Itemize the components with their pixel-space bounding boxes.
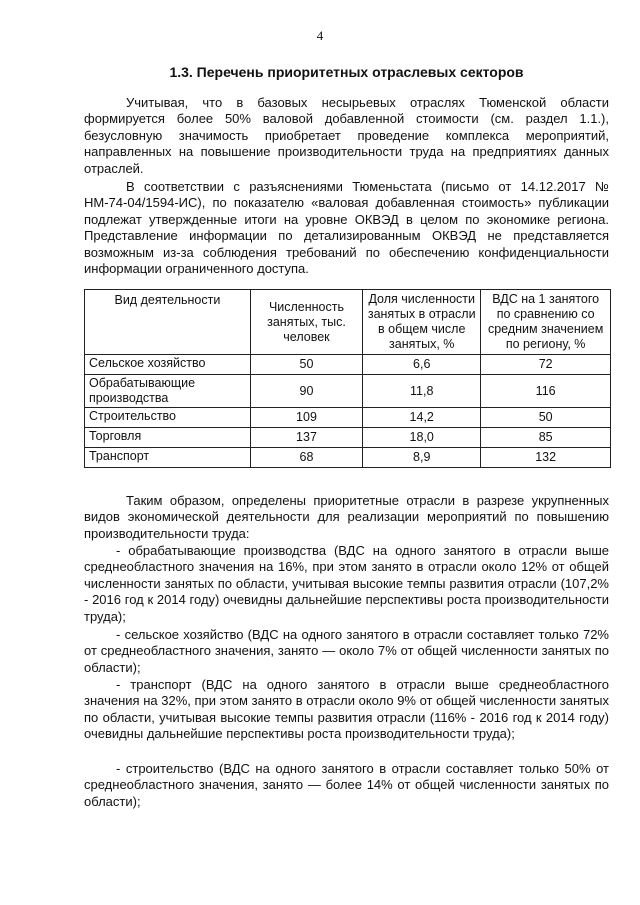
cell-share: 14,2 bbox=[363, 408, 481, 428]
cell-activity: Транспорт bbox=[85, 448, 251, 468]
cell-share: 6,6 bbox=[363, 355, 481, 375]
header-employed: Численность занятых, тыс. человек bbox=[250, 290, 362, 355]
table-row bbox=[85, 408, 611, 428]
cell-employed: 109 bbox=[250, 408, 362, 428]
header-share: Доля численности занятых в отрасли в общем числе занятых, % bbox=[363, 290, 481, 355]
bullet-transport: - транспорт (ВДС на одного занятого в отрасли выше среднеобластного значения на 32%, при этом занято в отрасли около 9% от общей численности занятых по области, учитывая высокие темпы развития отрасли (116% - 2016 год к 2014 году) очевидны дальнейшие перспективы роста производительности труда); bbox=[84, 677, 609, 742]
intro-paragraph: Учитывая, что в базовых несырьевых отраслях Тюменской области формируется более 50% валовой добавленной стоимости (см. раздел 1.1.), безусловную значимость приобретает проведение комплекса мероприятий, направленных на повышение производительности труда на предприятиях данных отраслей. bbox=[84, 95, 609, 176]
cell-gva: 116 bbox=[481, 375, 611, 408]
cell-share: 18,0 bbox=[363, 428, 481, 448]
cell-employed: 50 bbox=[250, 355, 362, 375]
page-number: 4 bbox=[316, 28, 324, 43]
bullet-manufacturing: - обрабатывающие производства (ВДС на одного занятого в отрасли выше среднеобластного значения на 16%, при этом занято в отрасли около 12% от общей численности занятых по области, учитывая высокие темпы развития отрасли (107,2% - 2016 год к 2014 году) очевидны дальнейшие перспективы роста производительности труда); bbox=[84, 543, 609, 624]
conclusion-paragraph: Таким образом, определены приоритетные отрасли в разрезе укрупненных видов экономической деятельности для реализации мероприятий по повышению производительности труда: bbox=[84, 493, 609, 541]
rosstat-paragraph: В соответствии с разъяснениями Тюменьстата (письмо от 14.12.2017 № НМ-74-04/1594-ИС), по показателю «валовая добавленная стоимость» публикации подлежат утвержденные итоги на уровне ОКВЭД в целом по экономике региона. Представление информации по детализированным ОКВЭД не представляется возможным из-за соблюдения требований по обеспечению конфиденциальности информации ограниченного доступа. bbox=[84, 179, 609, 277]
table-row bbox=[85, 355, 611, 375]
section-heading: 1.3. Перечень приоритетных отраслевых секторов bbox=[169, 64, 524, 80]
header-gva: ВДС на 1 занятого по сравнению со средним значением по региону, % bbox=[481, 290, 611, 355]
sectors-table bbox=[84, 289, 611, 468]
table-row bbox=[85, 375, 611, 408]
table-row bbox=[85, 428, 611, 448]
cell-gva: 72 bbox=[481, 355, 611, 375]
cell-gva: 85 bbox=[481, 428, 611, 448]
table-header-row bbox=[85, 290, 611, 355]
cell-employed: 90 bbox=[250, 375, 362, 408]
cell-activity: Торговля bbox=[85, 428, 251, 448]
header-activity: Вид деятельности bbox=[85, 290, 251, 355]
cell-activity: Обрабатывающие производства bbox=[85, 375, 251, 408]
cell-activity: Сельское хозяйство bbox=[85, 355, 251, 375]
cell-gva: 132 bbox=[481, 448, 611, 468]
table-row bbox=[85, 448, 611, 468]
cell-employed: 68 bbox=[250, 448, 362, 468]
cell-share: 11,8 bbox=[363, 375, 481, 408]
cell-share: 8,9 bbox=[363, 448, 481, 468]
cell-activity: Строительство bbox=[85, 408, 251, 428]
bullet-agriculture: - сельское хозяйство (ВДС на одного занятого в отрасли составляет только 72% от среднеобластного значения, занято — около 7% от общей численности занятых по области); bbox=[84, 627, 609, 675]
cell-gva: 50 bbox=[481, 408, 611, 428]
bullet-construction: - строительство (ВДС на одного занятого в отрасли составляет только 50% от среднеобластного значения, занято — более 14% от общей численности занятых по области); bbox=[84, 761, 609, 809]
cell-employed: 137 bbox=[250, 428, 362, 448]
